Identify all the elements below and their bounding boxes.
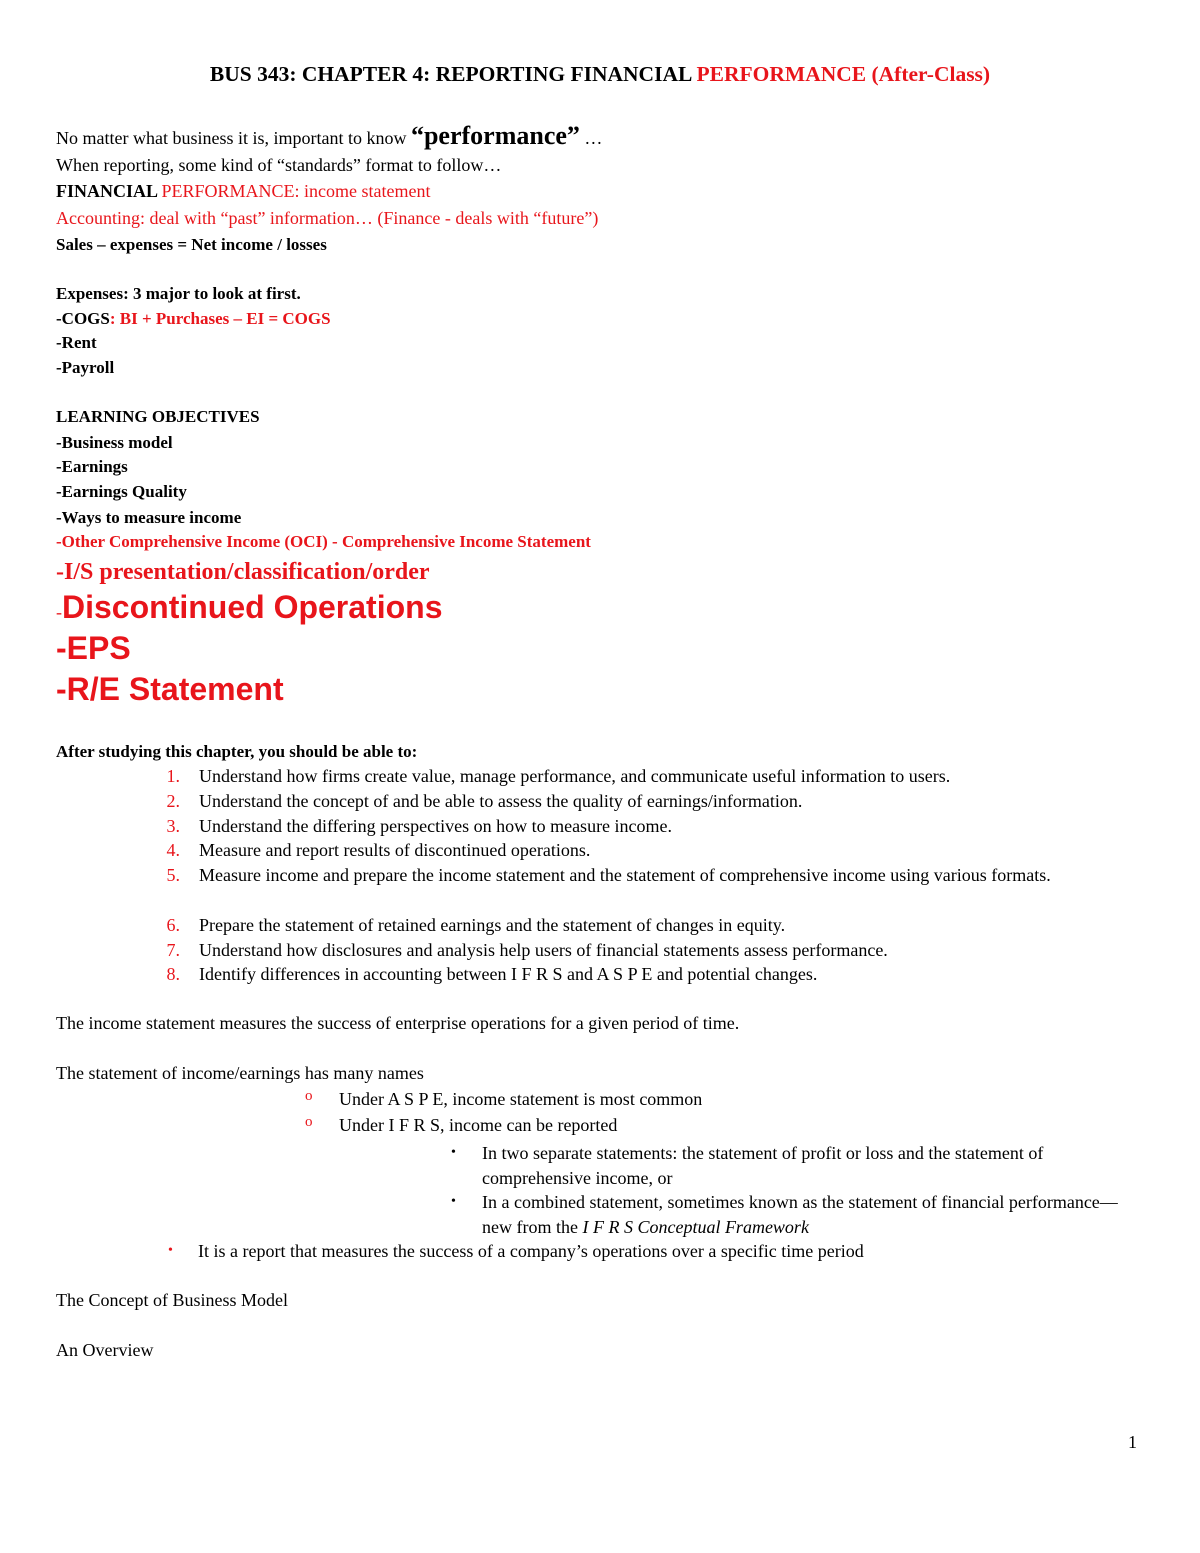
intro-line-5: Sales – expenses = Net income / losses bbox=[56, 235, 327, 254]
lo-item: -Earnings bbox=[56, 457, 128, 476]
report-bullet: It is a report that measures the success of a company’s operations over a specific time period bbox=[198, 1241, 864, 1261]
page-title: BUS 343: CHAPTER 4: REPORTING FINANCIAL PERFORMANCE (After-Class) bbox=[209, 62, 991, 86]
page-number: 1 bbox=[1128, 1432, 1137, 1452]
sub-item-aspe: Under A S P E, income statement is most common bbox=[339, 1089, 703, 1109]
lo-item: -R/E Statement bbox=[56, 671, 284, 707]
lo-item: -Business model bbox=[56, 433, 173, 452]
expenses-heading: Expenses: 3 major to look at first. bbox=[56, 284, 301, 303]
sub-item-ifrs: Under I F R S, income can be reported bbox=[339, 1115, 618, 1135]
income-statement-names: The statement of income/earnings has many names bbox=[56, 1063, 424, 1083]
intro-line-3: FINANCIAL PERFORMANCE: income statement bbox=[56, 181, 431, 201]
document-page: BUS 343: CHAPTER 4: REPORTING FINANCIAL PERFORMANCE (After-Class) No matter what business it is, important to know “performance” … When reporting, some kind of “standards” format to follow… FINANCIAL PERFORMANCE: income statement Accounting: deal with “past” information… (Finance - deals with “future”) Sales – expenses = Net income / losses Expenses: 3 major to look at first. -COGS: BI + Purchases – EI = COGS -Rent -Payroll LEARNING OBJECTIVES -Business model -Earnings -Earnings Quality -Ways to measure income -Other Comprehensive Income (OCI) - Comprehensive Income Statement -I/S presentation/classification/order -Discontinued Operations -EPS -R/E Statement After studying this chapter, you should be able to: 1. Understand how firms create value, manage performance, and communicate useful information to users. 2. Understand the concept of and be able to assess the quality of earnings/information. 3. Understand the differing perspectives on how to measure income. 4. Measure and report results of discontinued operations. 5. Measure income and prepare the income statement and the statement of comprehensive income using various formats. 6. Prepare the statement of retained earnings and the statement of changes in equity. 7. Understand how disclosures and analysis help users of financial statements assess performance. 8. Identify differences in accounting between I F R S and A S P E and potential changes. The income statement measures the success of enterprise operations for a given period of time. The statement of income/earnings has many names o Under A S P E, income statement is most common o Under I F R S, income can be reported • In two separate statements: the statement of profit or loss and the statement of comprehensive income, or • In a combined statement, sometimes known as the statement of financial performance—new from the I F R S Conceptual Framework • It is a report that measures the success of a company’s operations over a specific time period The Concept of Business Model An Overview 1 bbox=[0, 0, 1200, 1553]
income-statement-para: The income statement measures the success of enterprise operations for a given period of time. bbox=[56, 1013, 740, 1033]
concept-heading: The Concept of Business Model bbox=[56, 1290, 288, 1310]
lo-item-discontinued: -Discontinued Operations bbox=[56, 589, 443, 625]
expenses-rent: -Rent bbox=[56, 333, 97, 352]
sub-sub-item-combined: In a combined statement, sometimes known as the statement of financial performance—new from the I F R S Conceptual Framework bbox=[482, 1192, 1118, 1237]
circle-bullet-icon: o bbox=[305, 1088, 313, 1104]
intro-line-2: When reporting, some kind of “standards” format to follow… bbox=[56, 155, 502, 175]
expenses-payroll: -Payroll bbox=[56, 358, 115, 377]
lo-item: -I/S presentation/classification/order bbox=[56, 559, 430, 585]
bullet-icon: • bbox=[451, 1194, 456, 1209]
after-studying-heading: After studying this chapter, you should be able to: bbox=[56, 742, 418, 761]
lo-item: -EPS bbox=[56, 630, 131, 666]
bullet-icon: • bbox=[451, 1145, 456, 1160]
intro-line-4: Accounting: deal with “past” information… (Finance - deals with “future”) bbox=[56, 208, 599, 228]
bullet-icon: • bbox=[168, 1243, 173, 1258]
lo-item: -Ways to measure income bbox=[56, 508, 242, 527]
overview-heading: An Overview bbox=[56, 1340, 154, 1360]
lo-item: -Earnings Quality bbox=[56, 482, 187, 501]
circle-bullet-icon: o bbox=[305, 1114, 313, 1130]
sub-sub-item-two-statements: In two separate statements: the statement of profit or loss and the statement of comprehensive income, or bbox=[482, 1143, 1044, 1188]
lo-item: -Other Comprehensive Income (OCI) - Comprehensive Income Statement bbox=[56, 532, 591, 551]
intro-line-1: No matter what business it is, important to know “performance” … bbox=[56, 121, 603, 150]
learning-objectives-heading: LEARNING OBJECTIVES bbox=[56, 407, 260, 426]
expenses-cogs: -COGS: BI + Purchases – EI = COGS bbox=[56, 309, 331, 328]
